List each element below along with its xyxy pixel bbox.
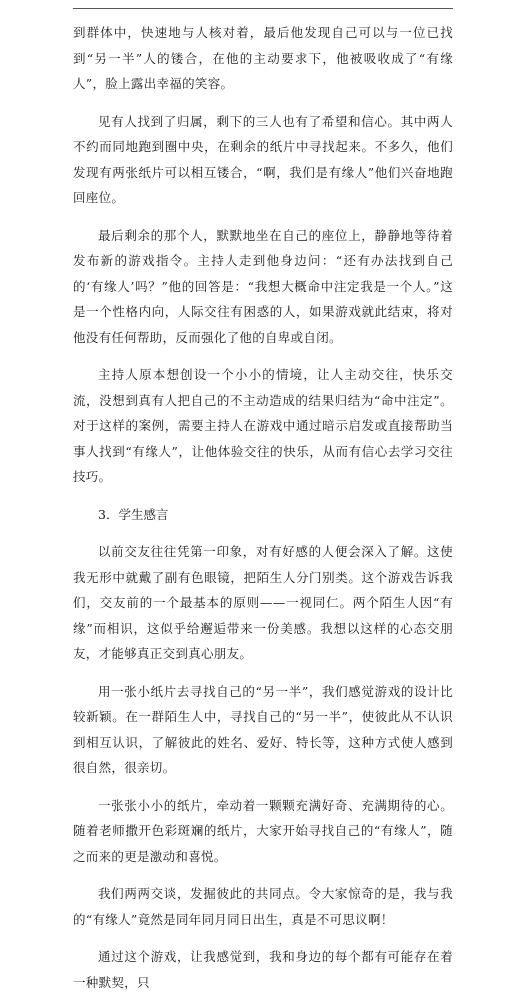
document-page [73,20,453,1007]
paragraph-8: 我们两两交谈，发掘彼此的共同点。令大家惊奇的是，我与我的“有缘人”竟然是同年同月同日出生，真是不可思议啊！ [73,886,453,927]
paragraph-2: 见有人找到了归属，剩下的三人也有了希望和信心。其中两人不约而同地跑到圈中央，在剩余的纸片中寻找起来。不多久，他们发现有两张纸片可以相互镂合，“啊，我们是有缘人”他们兴奋地跑回座位。 [73,113,453,205]
section-heading: 3．学生感言 [98,506,169,522]
paragraph-9: 通过这个游戏，让我感觉到，我和身边的每个都有可能存在着一种默契，只 [73,949,453,990]
paragraph-7: 一张张小小的纸片，牵动着一颗颗充满好奇、充满期待的心。随着老师撒开色彩斑斓的纸片，大家开始寻找自己的“有缘人”，随之而来的更是激动和喜悦。 [73,797,453,864]
paragraph-1: 到群体中，快速地与人核对着，最后他发现自己可以与一位已找到“另一半”人的镂合，在他的主动要求下，他被吸收成了“有缘人”，脸上露出幸福的笑容。 [73,25,453,91]
paragraph-6: 用一张小纸片去寻找自己的“另一半”，我们感觉游戏的设计比较新颖。在一群陌生人中，寻找自己的“另一半”，使彼此从不认识到相互认识，了解彼此的姓名、爱好、特长等，这种方式使人感到很自然，很亲切。 [73,683,453,775]
header-rule [73,8,453,9]
paragraph-3: 最后剩余的那个人，默默地坐在自己的座位上，静静地等待着发布新的游戏指令。主持人走到他身边问：“还有办法找到自己的‘有缘人’吗？”他的回答是：“我想大概命中注定我是一个人。”这是一个性格内向，人际交往有困惑的人，如果游戏就此结束，将对他没有任何帮助，反而强化了他的自卑或自闭。 [73,227,453,345]
paragraph-5: 以前交友往往凭第一印象，对有好感的人便会深入了解。这使我无形中就戴了副有色眼镜，把陌生人分门别类。这个游戏告诉我们，交友前的一个最基本的原则——一视同仁。两个陌生人因“有缘”而相识，这似乎给邂逅带来一份美感。我想以这样的心态交朋友，才能够真正交到真心朋友。 [73,544,453,661]
paragraph-4: 主持人原本想创设一个小小的情境，让人主动交往，快乐交流，没想到真有人把自己的不主动造成的结果归结为“命中注定”。对于这样的案例，需要主持人在游戏中通过暗示启发或直接帮助当事人找到“有缘人”，让他体验交往的快乐，从而有信心去学习交往技巧。 [73,367,453,484]
